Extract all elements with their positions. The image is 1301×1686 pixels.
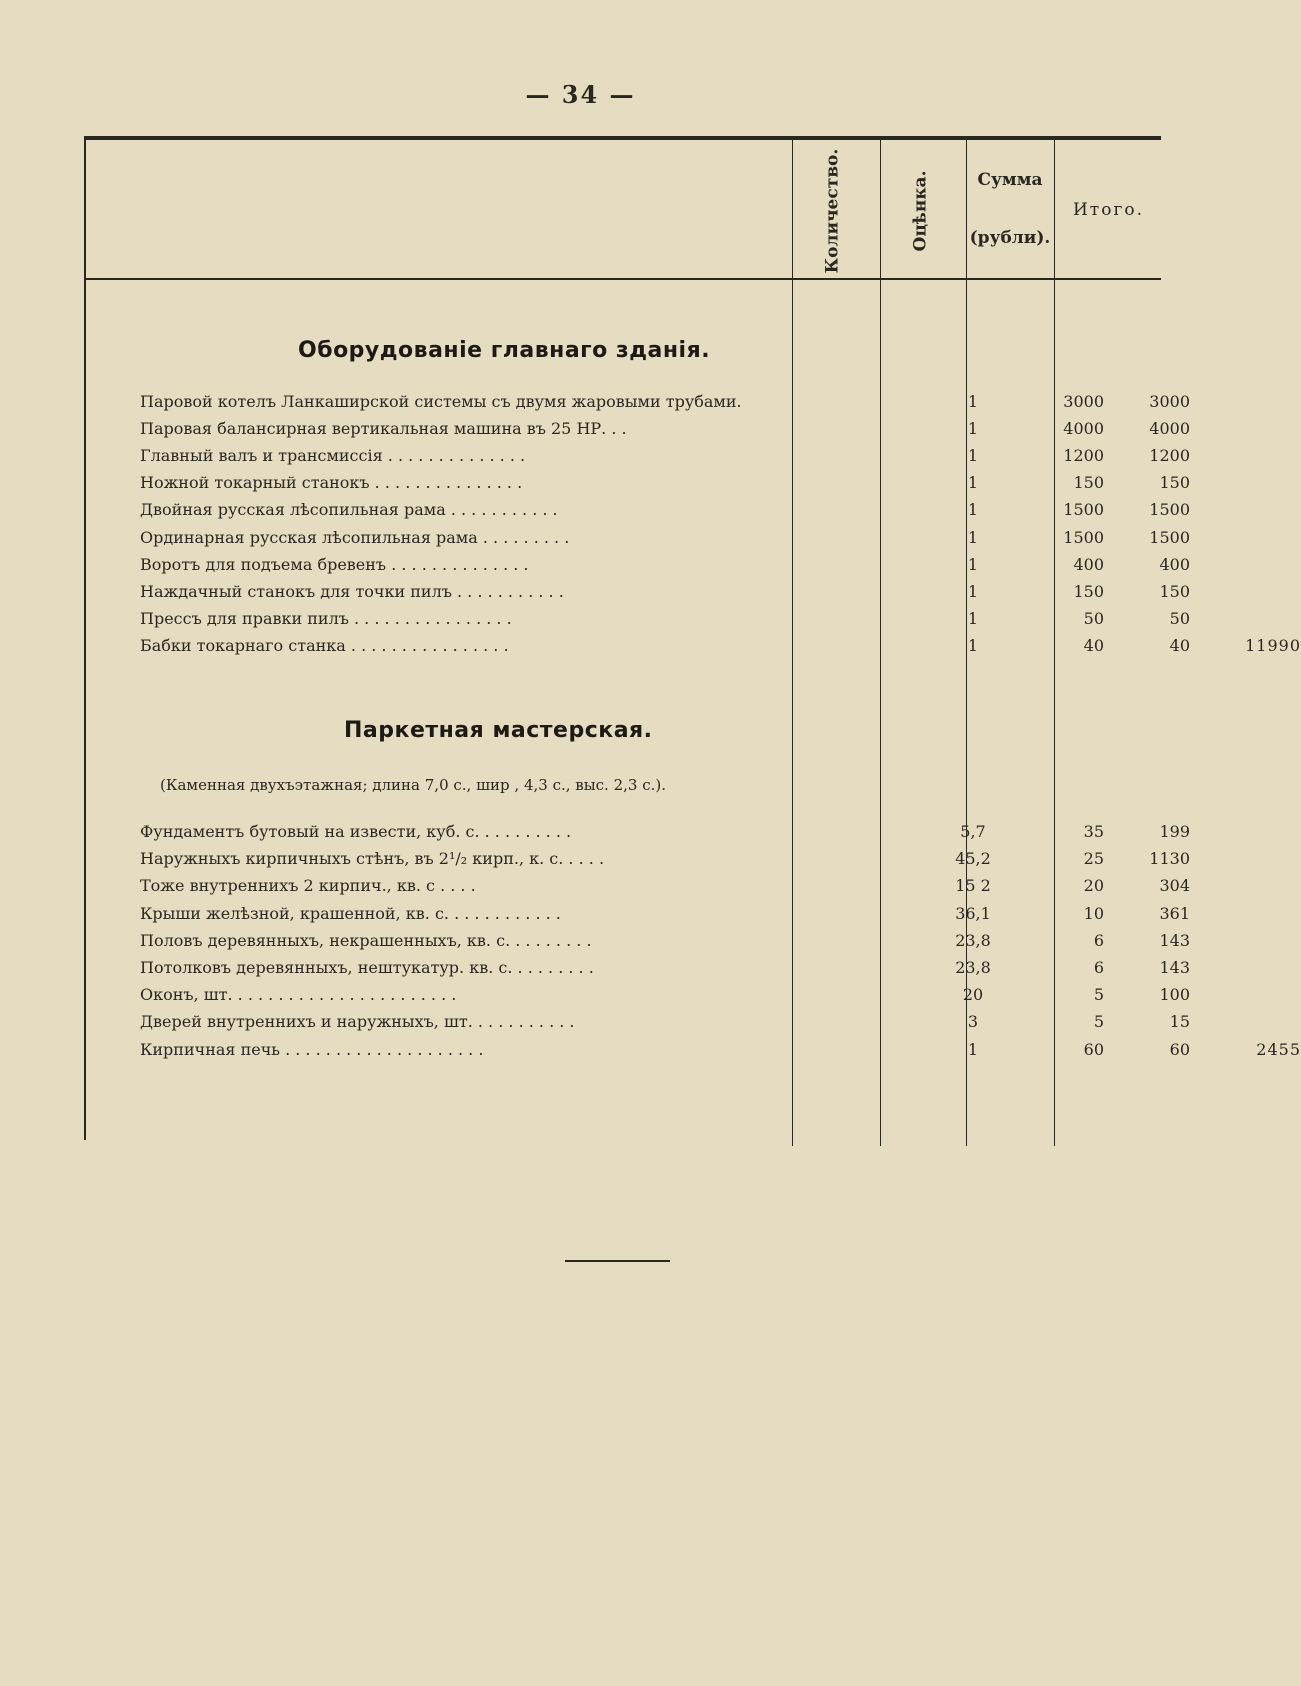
item-estimate: 400 (1073, 554, 1104, 574)
table-row (140, 930, 1190, 958)
item-quantity: 1 (967, 527, 979, 547)
item-quantity: 1 (967, 554, 979, 574)
table-row (140, 392, 1190, 419)
item-estimate: 1500 (1063, 500, 1104, 520)
item-quantity: 20 (962, 985, 984, 1005)
item-estimate: 5 (1093, 1012, 1104, 1032)
header-quantity: Количество. (822, 148, 842, 274)
page-number: — 34 — (525, 80, 636, 109)
table-row (140, 419, 1190, 446)
item-sum: 3000 (1149, 392, 1190, 411)
item-estimate: 150 (1073, 581, 1104, 601)
table-row (140, 473, 1190, 500)
closing-rule (565, 1260, 670, 1262)
section-title-main-building: Оборудованіе главнаго зданія. (298, 338, 711, 363)
item-quantity: 23,8 (955, 930, 991, 950)
item-estimate: 10 (1083, 903, 1104, 923)
item-sum: 100 (1159, 985, 1190, 1005)
item-estimate: 4000 (1063, 419, 1104, 439)
item-quantity: 15 2 (955, 876, 991, 896)
item-description: Наждачный станокъ для точки пилъ . . . . . . . . . . . (140, 581, 564, 601)
item-quantity: 1 (967, 473, 979, 493)
item-description: Потолковъ деревянныхъ, нештукатур. кв. с. . . . . . . . . (140, 958, 594, 977)
item-description: Воротъ для подъема бревенъ . . . . . . . . . . . . . . (140, 554, 529, 574)
item-estimate: 5 (1093, 985, 1104, 1005)
item-description: Кирпичная печь . . . . . . . . . . . . . . . . . . . . (140, 1039, 484, 1059)
item-sum: 40 (1169, 635, 1190, 655)
item-estimate: 6 (1093, 958, 1104, 977)
item-description: Бабки токарнаго станка . . . . . . . . . . . . . . . . (140, 635, 509, 655)
item-description: Дверей внутреннихъ и наружныхъ, шт. . . . . . . . . . . (140, 1012, 575, 1032)
table-row (140, 608, 1190, 636)
item-estimate: 35 (1083, 822, 1104, 841)
item-estimate: 40 (1083, 635, 1104, 655)
table-row (140, 1039, 1301, 1067)
item-quantity: 1 (967, 1039, 979, 1059)
item-estimate: 6 (1093, 930, 1104, 950)
item-description: Оконъ, шт. . . . . . . . . . . . . . . . . . . . . . . (140, 985, 457, 1005)
table-row (140, 903, 1190, 931)
item-sum: 1500 (1149, 500, 1190, 520)
item-sum: 150 (1159, 473, 1190, 493)
item-sum: 60 (1169, 1039, 1190, 1059)
item-description: Двойная русская лѣсопильная рама . . . . . . . . . . . (140, 500, 558, 520)
item-estimate: 25 (1083, 849, 1104, 869)
item-estimate: 60 (1083, 1039, 1104, 1059)
item-quantity: 36,1 (955, 903, 991, 923)
item-description: Фундаментъ бутовый на извести, куб. с. . . . . . . . . . (140, 822, 572, 841)
table-row (140, 500, 1190, 527)
item-sum: 143 (1159, 930, 1190, 950)
table-row (140, 635, 1301, 663)
item-estimate: 50 (1083, 608, 1104, 628)
section-title-parquet-workshop: Паркетная мастерская. (344, 718, 653, 743)
item-estimate: 3000 (1063, 392, 1104, 411)
item-quantity: 1 (967, 581, 979, 601)
item-sum: 15 (1169, 1012, 1190, 1032)
item-sum: 150 (1159, 581, 1190, 601)
item-quantity: 23,8 (955, 958, 991, 977)
table-row (140, 822, 1190, 849)
item-description: Прессъ для правки пилъ . . . . . . . . . . . . . . . . (140, 608, 512, 628)
table-row (140, 985, 1190, 1012)
section-note-parquet-workshop: (Каменная двухъэтажная; длина 7,0 с., шир , 4,3 с., выс. 2,3 с.). (160, 776, 667, 794)
table-row (140, 849, 1190, 876)
item-description: Главный валъ и трансмиссія . . . . . . . . . . . . . . (140, 446, 526, 466)
item-sum: 304 (1159, 876, 1190, 896)
table-row (140, 958, 1190, 985)
item-quantity: 1 (967, 392, 979, 411)
table-left-border (84, 140, 86, 1140)
table-row (140, 446, 1190, 473)
item-description: Паровая балансирная вертикальная машина въ 25 НР. . . (140, 419, 627, 439)
item-estimate: 20 (1083, 876, 1104, 896)
item-sum: 1130 (1149, 849, 1190, 869)
item-sum: 50 (1169, 608, 1190, 628)
item-quantity: 1 (967, 446, 979, 466)
item-description: Паровой котелъ Ланкаширской системы съ двумя жаровыми трубами. (140, 392, 742, 411)
item-sum: 1500 (1149, 527, 1190, 547)
section-total: 11990 (1245, 635, 1301, 655)
item-quantity: 1 (967, 608, 979, 628)
item-estimate: 1500 (1063, 527, 1104, 547)
item-description: Половъ деревянныхъ, некрашенныхъ, кв. с. . . . . . . . . (140, 930, 592, 950)
item-sum: 361 (1159, 903, 1190, 923)
item-quantity: 1 (967, 500, 979, 520)
item-quantity: 1 (967, 419, 979, 439)
table-row (140, 554, 1190, 582)
header-sum-unit: (рубли). (969, 228, 1051, 248)
header-sum: Сумма (977, 170, 1043, 190)
item-quantity: 3 (967, 1012, 979, 1032)
table-row (140, 527, 1190, 555)
item-quantity: 45,2 (955, 849, 991, 869)
item-estimate: 1200 (1063, 446, 1104, 466)
item-description: Тоже внутреннихъ 2 кирпич., кв. с . . . . (140, 876, 476, 896)
item-sum: 400 (1159, 554, 1190, 574)
section-total: 2455 (1256, 1039, 1301, 1059)
table-top-rule (84, 136, 1161, 140)
item-sum: 1200 (1149, 446, 1190, 466)
item-description: Ножной токарный станокъ . . . . . . . . . . . . . . . (140, 473, 523, 493)
item-sum: 4000 (1149, 419, 1190, 439)
item-sum: 199 (1159, 822, 1190, 841)
item-quantity: 5,7 (960, 822, 986, 841)
item-description: Ординарная русская лѣсопильная рама . . . . . . . . . (140, 527, 570, 547)
item-estimate: 150 (1073, 473, 1104, 493)
table-row (140, 581, 1190, 609)
table-row (140, 1012, 1190, 1039)
item-description: Крыши желѣзной, крашенной, кв. с. . . . . . . . . . . . (140, 903, 561, 923)
header-estimate: Оцѣнка. (910, 170, 931, 252)
item-sum: 143 (1159, 958, 1190, 977)
item-description: Наружныхъ кирпичныхъ стѣнъ, въ 2¹/₂ кирп., к. с. . . . . (140, 849, 605, 869)
table-header-rule (84, 278, 1161, 280)
table-row (140, 876, 1190, 903)
item-quantity: 1 (967, 635, 979, 655)
header-total: Итого. (1072, 200, 1144, 220)
